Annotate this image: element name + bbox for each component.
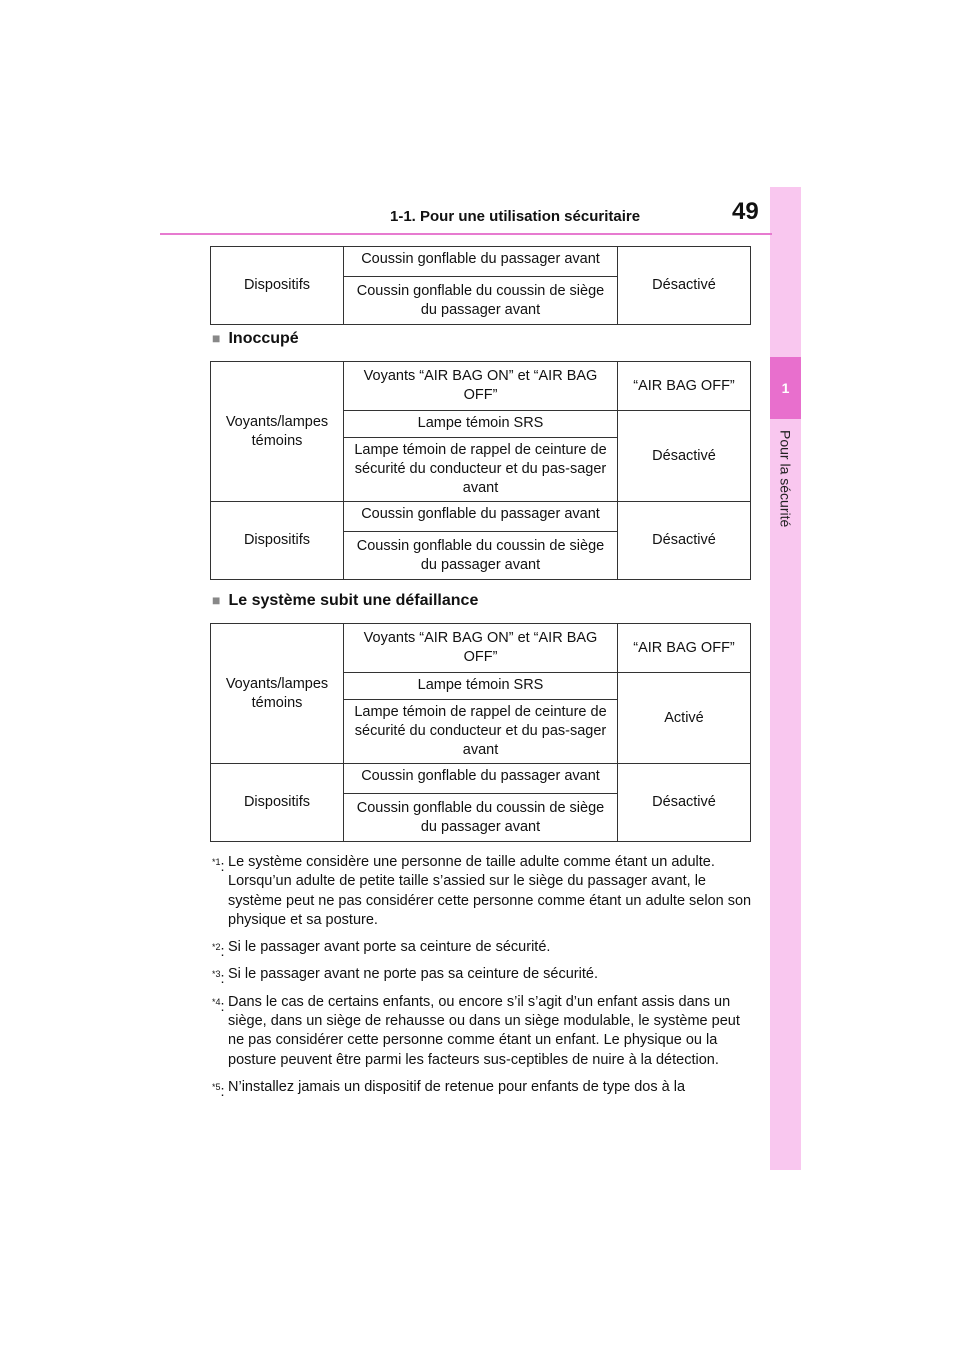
chapter-number-box: [770, 357, 801, 419]
indicators-label: Voyants/lampes témoins: [211, 362, 344, 502]
footnote-mark: $^{*1}$:: [212, 857, 225, 875]
airbag-on-off-indicators: Voyants “AIR BAG ON” et “AIR BAG OFF”: [344, 624, 618, 673]
devices-status: Désactivé: [618, 764, 751, 842]
devices-status: Désactivé: [618, 247, 751, 325]
footnote-text: Dans le cas de certains enfants, ou encore s’il s’agit d’un enfant assis dans un siège, dans un siège de rehausse ou dans un siège modulable, le système peut ne pas considérer cette personne comme étant un enfant. Le physique ou la posture peuvent être parmi les facteurs sus-ceptibles de nuire à la détection.: [228, 993, 740, 1068]
header-title: 1-1. Pour une utilisation sécuritaire: [390, 208, 641, 225]
footnote-text: Le système considère une personne de taille adulte comme étant un adulte. Lorsqu’un adulte de petite taille s’assied sur le siège du passager avant, le système peut ne pas considérer cette personne comme étant un adulte selon son physique et sa posture.: [228, 854, 752, 928]
passenger-airbag: Coussin gonflable du passager avant: [344, 247, 618, 277]
lamps-status: Activé: [618, 673, 751, 764]
seat-cushion-airbag: Coussin gonflable du coussin de siège du passager avant: [344, 794, 618, 842]
footnote-4: [212, 993, 752, 1070]
passenger-airbag: Coussin gonflable du passager avant: [344, 764, 618, 794]
footnote-mark: $^{*3}$:: [212, 969, 225, 988]
side-tab: [770, 187, 801, 1170]
table-inoccupe: [210, 361, 751, 580]
footnote-text: N’installez jamais un dispositif de retenue pour enfants de type dos à la: [228, 1078, 686, 1095]
page-number: 49: [732, 198, 759, 225]
airbag-indicator-status: “AIR BAG OFF”: [618, 362, 751, 411]
footnote-mark: $^{*5}$:: [212, 1081, 225, 1100]
footnote-5: [212, 1078, 752, 1100]
section-heading-inoccupe: ■ Inoccupé: [212, 330, 299, 347]
airbag-indicator-status: “AIR BAG OFF”: [618, 624, 751, 673]
srs-warning-lamp: Lampe témoin SRS: [344, 411, 618, 438]
devices-label: Dispositifs: [211, 247, 344, 325]
indicators-label: Voyants/lampes témoins: [211, 624, 344, 764]
footnotes: [212, 853, 752, 1105]
chapter-label: Pour la sécurité: [777, 430, 794, 528]
airbag-on-off-indicators: Voyants “AIR BAG ON” et “AIR BAG OFF”: [344, 362, 618, 411]
header-rule: [160, 233, 772, 235]
footnote-1: [212, 853, 752, 930]
footnote-mark: $^{*4}$:: [212, 996, 225, 1015]
passenger-airbag: Coussin gonflable du passager avant: [344, 502, 618, 532]
srs-warning-lamp: Lampe témoin SRS: [344, 673, 618, 700]
square-bullet-icon: ■: [212, 592, 221, 608]
lamps-status: Désactivé: [618, 411, 751, 502]
footnote-mark: $^{*2}$:: [212, 942, 225, 961]
footnote-text: Si le passager avant porte sa ceinture de sécurité.: [228, 939, 551, 956]
footnote-2: [212, 938, 752, 961]
square-bullet-icon: ■: [212, 330, 221, 346]
seatbelt-reminder-lamp: Lampe témoin de rappel de ceinture de sécurité du conducteur et du pas-sager avant: [344, 438, 618, 502]
footnote-text: Si le passager avant ne porte pas sa ceinture de sécurité.: [228, 966, 598, 983]
seat-cushion-airbag: Coussin gonflable du coussin de siège du passager avant: [344, 532, 618, 580]
seat-cushion-airbag: Coussin gonflable du coussin de siège du passager avant: [344, 277, 618, 325]
chapter-number: 1: [781, 380, 790, 396]
devices-table-top: [210, 246, 751, 325]
devices-status: Désactivé: [618, 502, 751, 580]
footnote-3: [212, 965, 752, 988]
section-heading-defaillance: ■ Le système subit une défaillance: [212, 592, 479, 609]
table-defaillance: [210, 623, 751, 842]
seatbelt-reminder-lamp: Lampe témoin de rappel de ceinture de sécurité du conducteur et du pas-sager avant: [344, 700, 618, 764]
devices-label: Dispositifs: [211, 502, 344, 580]
devices-label: Dispositifs: [211, 764, 344, 842]
